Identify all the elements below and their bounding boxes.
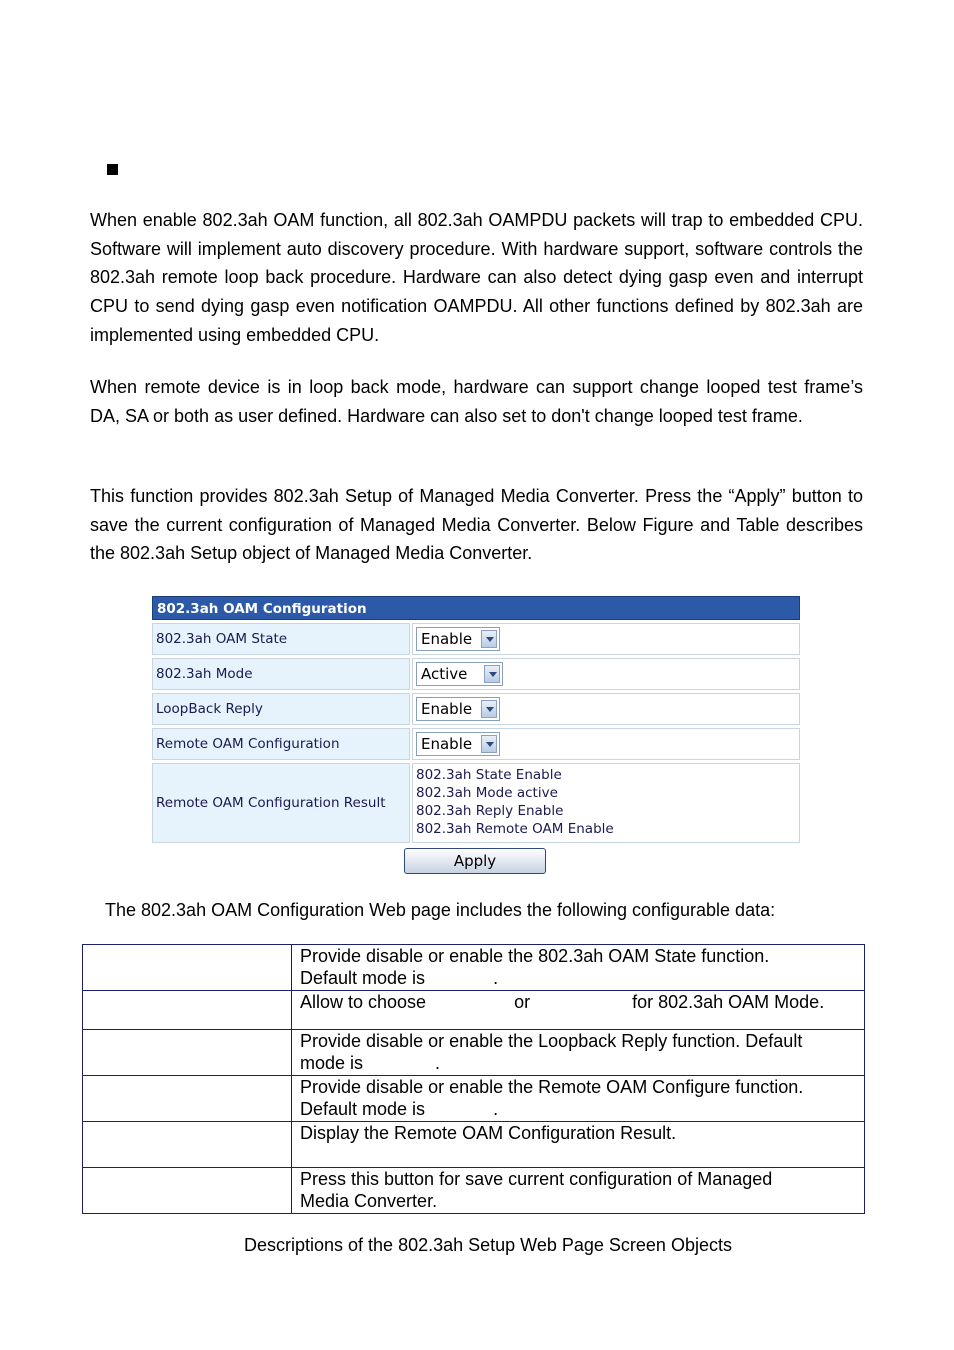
chevron-down-icon — [481, 735, 497, 753]
mode-label: 802.3ah Mode — [152, 658, 410, 690]
section-bullet — [107, 164, 118, 175]
paragraph-loopback: When remote device is in loop back mode, hardware can support change looped test frame’s DA, SA or both as user defined. Hardware can also set to don't change looped test frame. — [90, 377, 863, 426]
chevron-down-icon — [484, 665, 500, 683]
oam-config-panel — [152, 596, 800, 870]
paragraph-function: This function provides 802.3ah Setup of Managed Media Converter. Press the “Apply” button to save the current configuration of Managed Media Converter. Below Figure and Table describes the 802.3ah Setup object of Managed Media Converter. — [90, 486, 863, 564]
panel-title: 802.3ah OAM Configuration — [152, 596, 800, 620]
table-caption: Descriptions of the 802.3ah Setup Web Page Screen Objects — [244, 1235, 732, 1255]
remote-result-label: Remote OAM Configuration Result — [152, 763, 410, 843]
row-remote-oam — [152, 728, 800, 760]
mode-select[interactable]: Active — [416, 662, 503, 686]
row-loopback-reply — [152, 693, 800, 725]
table-row: Provide disable or enable the Loopback Reply function. Default mode is . — [83, 1030, 865, 1076]
remote-result-text: 802.3ah State Enable 802.3ah Mode active 802.3ah Reply Enable 802.3ah Remote OAM Enable — [412, 763, 800, 843]
table-row: Provide disable or enable the Remote OAM Configure function. Default mode is . — [83, 1076, 865, 1122]
chevron-down-icon — [481, 630, 497, 648]
table-row: Press this button for save current configuration of Managed Media Converter. — [83, 1168, 865, 1214]
row-remote-result — [152, 763, 800, 843]
table-row: Display the Remote OAM Configuration Result. — [83, 1122, 865, 1168]
oam-state-select[interactable]: Enable — [416, 627, 500, 651]
description-table — [82, 944, 865, 1214]
apply-button[interactable]: Apply — [404, 848, 546, 874]
paragraph-intro: When enable 802.3ah OAM function, all 802.3ah OAMPDU packets will trap to embedded CPU. Software will implement auto discovery procedure. With hardware support, software controls the 802.3ah remote loop back procedure. Hardware can also detect dying gasp even and interrupt CPU to send dying gasp even notification OAMPDU. All other functions defined by 802.3ah are implemented using embedded CPU. — [90, 210, 863, 345]
chevron-down-icon — [481, 700, 497, 718]
remote-oam-select[interactable]: Enable — [416, 732, 500, 756]
table-intro: The 802.3ah OAM Configuration Web page includes the following configurable data: — [105, 900, 776, 920]
table-row: Provide disable or enable the 802.3ah OAM State function. Default mode is . — [83, 945, 865, 991]
remote-oam-label: Remote OAM Configuration — [152, 728, 410, 760]
row-mode — [152, 658, 800, 690]
table-row: Allow to choose or for 802.3ah OAM Mode. — [83, 991, 865, 1030]
oam-state-label: 802.3ah OAM State — [152, 623, 410, 655]
loopback-reply-select[interactable]: Enable — [416, 697, 500, 721]
loopback-reply-label: LoopBack Reply — [152, 693, 410, 725]
row-oam-state — [152, 623, 800, 655]
